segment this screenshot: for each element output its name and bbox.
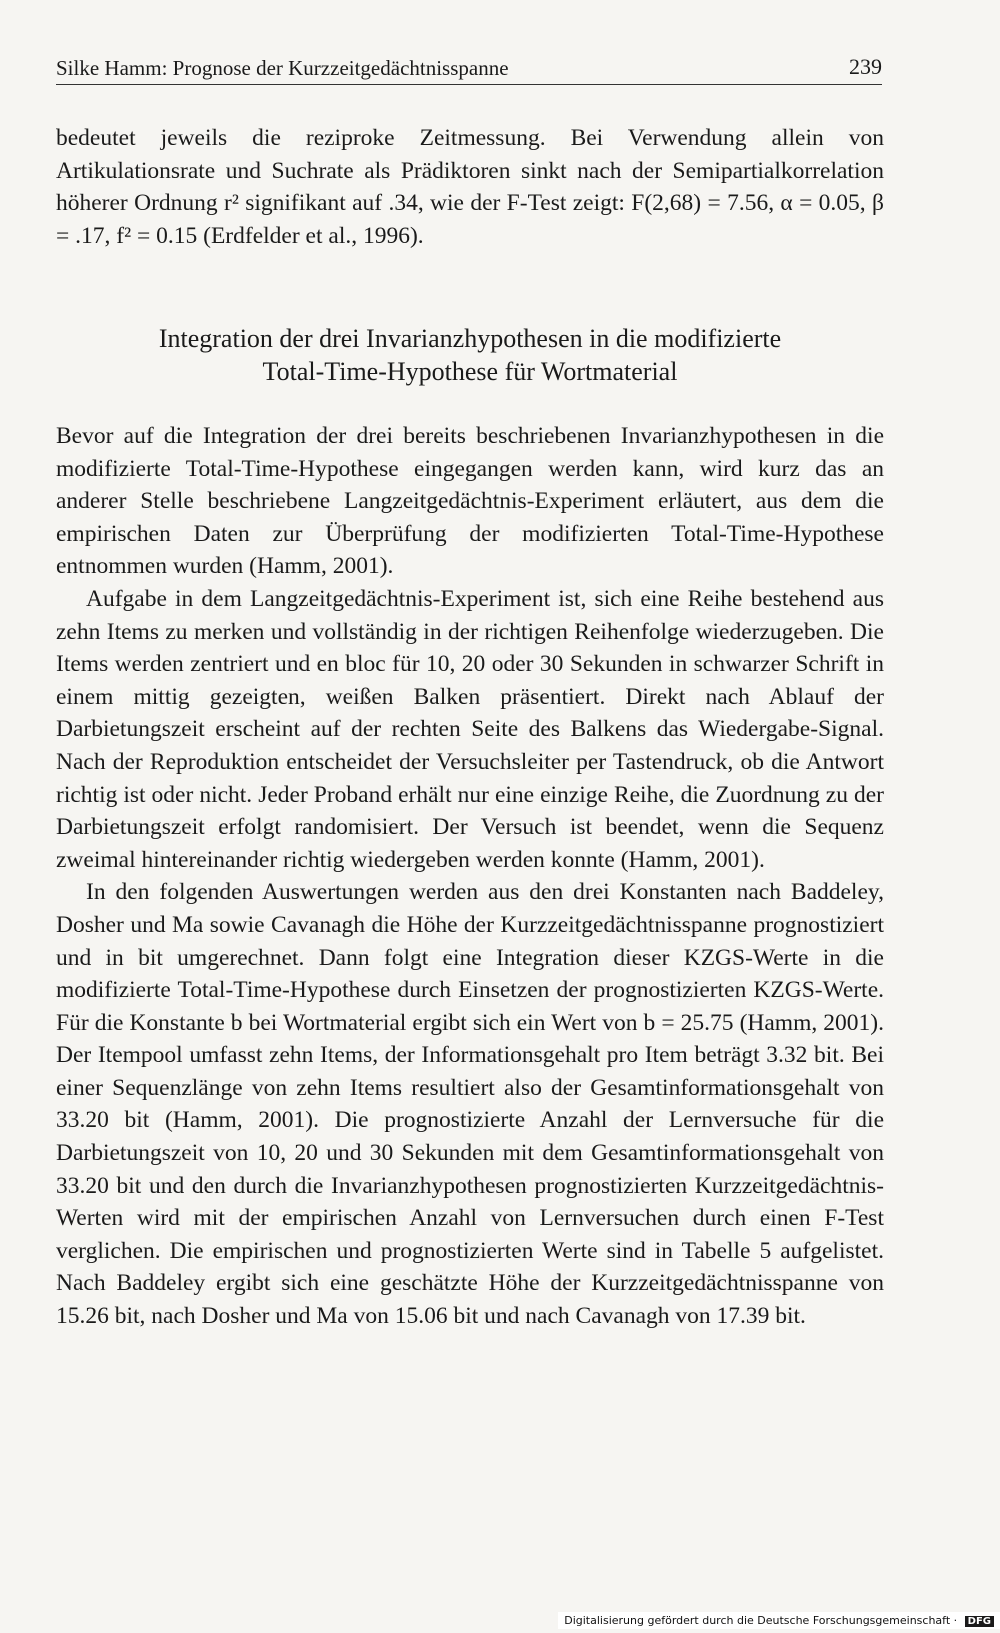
section-heading (56, 322, 884, 388)
section-heading-line-1: Integration der drei Invarianzhypothesen in die modifizierte (158, 324, 782, 353)
paragraph-1: Bevor auf die Integration der drei bereits beschriebenen Invarianzhypothesen in die modifizierte Total-Time-Hypothese eingegangen werden kann, wird kurz das an anderer Stelle beschriebene Langzeitgedächtnis-Experiment erläutert, aus dem die empirischen Daten zur Überprüfung der modifizierten Total-Time-Hypothese entnommen wurden (Hamm, 2001). (56, 423, 884, 580)
footer-text: Digitalisierung gefördert durch die Deutsche Forschungsgemeinschaft · (564, 1614, 958, 1627)
page-number: 239 (849, 54, 882, 79)
paragraph-3: In den folgenden Auswertungen werden aus den drei Konstanten nach Baddeley, Dosher und Ma sowie Cavanagh die Höhe der Kurzzeitgedächtnisspanne prognostiziert und in bit umgerechnet. Dann folgt eine Integration dieser KZGS-Werte in die modifizierte Total-Time-Hypothese durch Einsetzen der prognostizierten KZGS-Werte. Für die Konstante b bei Wortmaterial ergibt sich ein Wert von b = 25.75 (Hamm, 2001). Der Itempool umfasst zehn Items, der Informationsgehalt pro Item beträgt 3.32 bit. Bei einer Sequenzlänge von zehn Items resultiert also der Gesamtinformationsgehalt von 33.20 bit (Hamm, 2001). Die prognostizierte Anzahl der Lernversuche für die Darbietungszeit von 10, 20 und 30 Sekunden mit dem Gesamtinformationsgehalt von 33.20 bit und den durch die Invarianzhypothesen prognostizierten Kurzzeitgedächtnis-Werten wird mit der empirischen Anzahl von Lernversuchen durch einen F-Test verglichen. Die empirischen und prognostizierten Werte sind in Tabelle 5 aufgelistet. Nach Baddeley ergibt sich eine geschätzte Höhe der Kurzzeitgedächtnisspanne von 15.26 bit, nach Dosher und Ma von 15.06 bit und nach Cavanagh von 17.39 bit. (56, 879, 884, 1330)
running-head (56, 52, 882, 85)
body-text-main (56, 420, 884, 1333)
paragraph-continuation: bedeutet jeweils die reziproke Zeitmessung. Bei Verwendung allein von Artikulationsrate und Suchrate als Prädiktoren sinkt nach der Semipartialkorrelation höherer Ordnung r² signifikant auf .34, wie der F-Test zeigt: F(2,68) = 7.56, α = 0.05, β = .17, f² = 0.15 (Erdfelder et al., 1996). (56, 125, 884, 249)
running-head-title: Silke Hamm: Prognose der Kurzzeitgedächtnisspanne (56, 56, 509, 80)
dfg-logo: DFG (965, 1616, 994, 1627)
section-heading-line-2: Total-Time-Hypothese für Wortmaterial (262, 357, 678, 386)
paragraph-2: Aufgabe in dem Langzeitgedächtnis-Experiment ist, sich eine Reihe bestehend aus zehn Items zu merken und vollständig in der richtigen Reihenfolge wiederzugeben. Die Items werden zentriert und en bloc für 10, 20 oder 30 Sekunden in schwarzer Schrift in einem mittig gezeigten, weißen Balken präsentiert. Direkt nach Ablauf der Darbietungszeit erscheint auf der rechten Seite des Balkens das Wiedergabe-Signal. Nach der Reproduktion entscheidet der Versuchsleiter per Tastendruck, ob die Antwort richtig ist oder nicht. Jeder Proband erhält nur eine einzige Reihe, die Zuordnung zu der Darbietungszeit erfolgt randomisiert. Der Versuch ist beendet, wenn die Sequenz zweimal hintereinander richtig wiedergeben werden konnte (Hamm, 2001). (56, 585, 884, 873)
digitization-footer (558, 1612, 1000, 1629)
body-text-top (56, 122, 884, 252)
